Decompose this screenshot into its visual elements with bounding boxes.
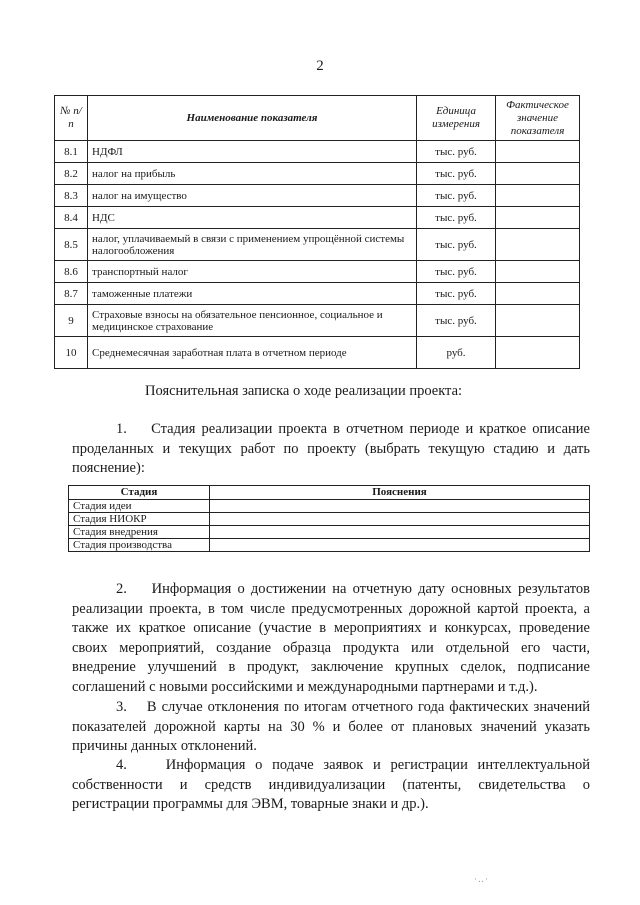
table-row <box>69 500 590 513</box>
row-name: налог на прибыль <box>88 163 417 185</box>
row-num: 8.2 <box>55 163 88 185</box>
header-value: Фактическое значение показателя <box>496 96 580 141</box>
table-row <box>55 185 580 207</box>
table-row <box>55 207 580 229</box>
table-row <box>55 261 580 283</box>
table-row <box>69 526 590 539</box>
row-num: 9 <box>55 305 88 337</box>
row-unit: тыс. руб. <box>417 261 496 283</box>
table-row <box>55 283 580 305</box>
row-value[interactable] <box>496 207 580 229</box>
row-unit: тыс. руб. <box>417 305 496 337</box>
stage-explanation[interactable] <box>210 539 590 552</box>
row-value[interactable] <box>496 283 580 305</box>
row-num: 8.1 <box>55 141 88 163</box>
indicators-table <box>54 95 580 369</box>
note-paragraph-2: 2. Информация о достижении на отчетную дату основных результатов реализации проекта, в том числе предусмотренных дорожной картой проекта, а также их краткое описание (участие в мероприятиях и конкурсах, проведение своих мероприятий, создание образца продукта или отдельной его части, внедрение улучшений в продукт, заключение крупных сделок, подписание соглашений с новыми российскими и международными партнерами и т.д.). <box>72 581 590 695</box>
stage-explanation[interactable] <box>210 500 590 513</box>
scan-smudge: ·‥· <box>474 874 489 884</box>
note-paragraph-3: 3. В случае отклонения по итогам отчетного года фактических значений показателей дорожной карты на 30 % и более от плановых значений указать причины данных отклонений. <box>72 699 590 754</box>
row-name: Страховые взносы на обязательное пенсионное, социальное и медицинское страхование <box>88 305 417 337</box>
header-num: № п/п <box>55 96 88 141</box>
row-unit: тыс. руб. <box>417 283 496 305</box>
note-paragraph-4: 4. Информация о подаче заявок и регистрации интеллектуальной собственности и средств индивидуализации (патенты, свидетельства о регистрации программы для ЭВМ, товарные знаки и др.). <box>72 757 590 812</box>
stage-table <box>68 485 590 552</box>
row-unit: тыс. руб. <box>417 163 496 185</box>
row-num: 8.3 <box>55 185 88 207</box>
table-row <box>69 539 590 552</box>
stage-explanation[interactable] <box>210 513 590 526</box>
table-row <box>55 163 580 185</box>
header-name: Наименование показателя <box>88 96 417 141</box>
table-row <box>55 229 580 261</box>
stage-name: Стадия производства <box>69 539 210 552</box>
row-name: налог на имущество <box>88 185 417 207</box>
header-explanation: Пояснения <box>210 486 590 500</box>
row-num: 8.5 <box>55 229 88 261</box>
row-unit: тыс. руб. <box>417 207 496 229</box>
row-value[interactable] <box>496 185 580 207</box>
row-name: транспортный налог <box>88 261 417 283</box>
indicators-header-row <box>55 96 580 141</box>
table-row <box>55 141 580 163</box>
row-num: 8.4 <box>55 207 88 229</box>
header-stage: Стадия <box>69 486 210 500</box>
row-name: Среднемесячная заработная плата в отчетном периоде <box>88 337 417 369</box>
header-unit: Единица измерения <box>417 96 496 141</box>
stage-name: Стадия внедрения <box>69 526 210 539</box>
row-value[interactable] <box>496 229 580 261</box>
row-value[interactable] <box>496 261 580 283</box>
row-unit: руб. <box>417 337 496 369</box>
row-value[interactable] <box>496 163 580 185</box>
stage-explanation[interactable] <box>210 526 590 539</box>
stage-name: Стадия идеи <box>69 500 210 513</box>
row-value[interactable] <box>496 305 580 337</box>
row-name: НДС <box>88 207 417 229</box>
row-unit: тыс. руб. <box>417 185 496 207</box>
row-num: 10 <box>55 337 88 369</box>
row-name: таможенные платежи <box>88 283 417 305</box>
note-paragraph-1: 1. Стадия реализации проекта в отчетном периоде и краткое описание проделанных и текущих работ по проекту (выбрать текущую стадию и дать пояснение): <box>72 421 590 476</box>
table-row <box>69 513 590 526</box>
row-unit: тыс. руб. <box>417 229 496 261</box>
row-num: 8.7 <box>55 283 88 305</box>
row-unit: тыс. руб. <box>417 141 496 163</box>
table-row <box>55 305 580 337</box>
stage-header-row <box>69 486 590 500</box>
page-number: 2 <box>316 58 324 74</box>
stage-name: Стадия НИОКР <box>69 513 210 526</box>
row-value[interactable] <box>496 337 580 369</box>
row-num: 8.6 <box>55 261 88 283</box>
row-name: НДФЛ <box>88 141 417 163</box>
note-intro: Пояснительная записка о ходе реализации проекта: <box>145 383 463 399</box>
row-value[interactable] <box>496 141 580 163</box>
row-name: налог, уплачиваемый в связи с применением упрощённой системы налогообложения <box>88 229 417 261</box>
table-row <box>55 337 580 369</box>
